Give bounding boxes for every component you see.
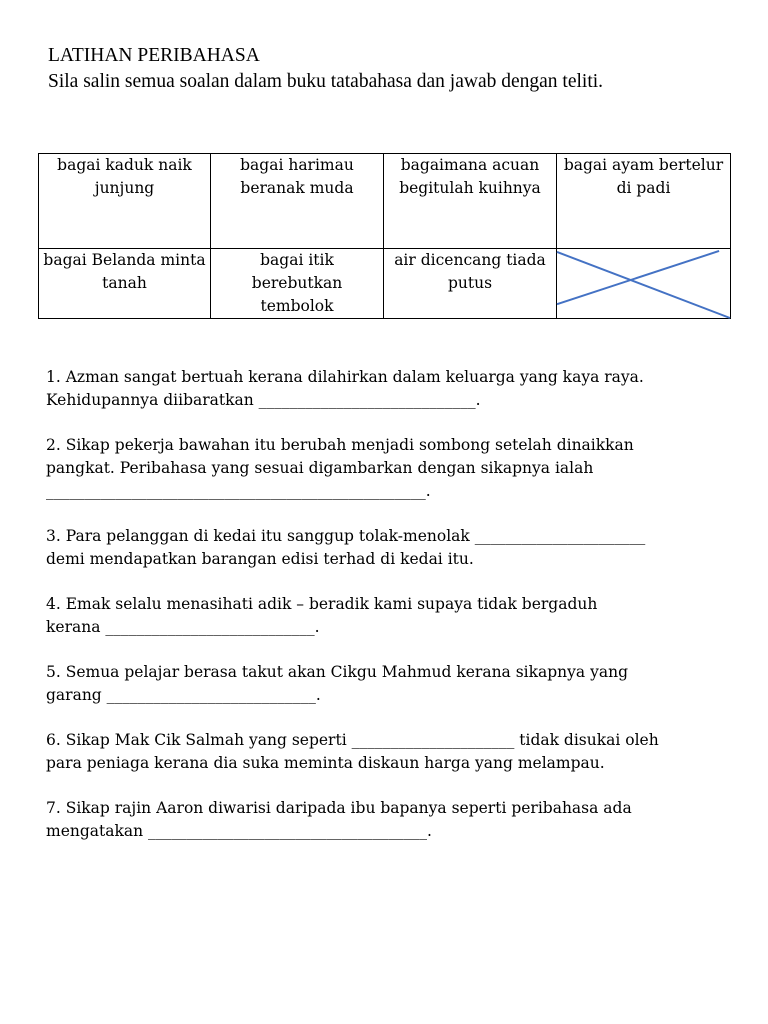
proverb-cell: bagai Belanda minta tanah xyxy=(39,249,211,319)
instruction-text: Sila salin semua soalan dalam buku tatabahasa dan jawab dengan teliti. xyxy=(48,71,604,92)
question-line: mengatakan ____________________________________. xyxy=(46,822,432,840)
table-row xyxy=(39,249,731,319)
question-line: 7. Sikap rajin Aaron diwarisi daripada ibu bapanya seperti peribahasa ada xyxy=(46,799,632,817)
question-line: 5. Semua pelajar berasa takut akan Cikgu Mahmud kerana sikapnya yang xyxy=(46,663,628,681)
question-item xyxy=(46,525,726,571)
question-line: demi mendapatkan barangan edisi terhad di kedai itu. xyxy=(46,550,474,568)
cross-mark-icon xyxy=(557,249,730,318)
table-row xyxy=(39,154,731,249)
question-list xyxy=(46,366,726,865)
question-item xyxy=(46,797,726,843)
question-line: garang ___________________________. xyxy=(46,686,321,704)
proverb-cell: bagai kaduk naik junjung xyxy=(39,154,211,249)
proverb-cell: bagai itik berebutkan tembolok xyxy=(211,249,384,319)
question-line: para peniaga kerana dia suka meminta diskaun harga yang melampau. xyxy=(46,754,605,772)
question-line: 4. Emak selalu menasihati adik – beradik kami supaya tidak bergaduh xyxy=(46,595,598,613)
proverb-table xyxy=(38,153,731,319)
question-line: _________________________________________________. xyxy=(46,482,431,500)
question-line: Kehidupannya diibaratkan ____________________________. xyxy=(46,391,481,409)
question-item xyxy=(46,661,726,707)
question-line: 2. Sikap pekerja bawahan itu berubah menjadi sombong setelah dinaikkan xyxy=(46,436,634,454)
question-line: 1. Azman sangat bertuah kerana dilahirkan dalam keluarga yang kaya raya. xyxy=(46,368,644,386)
proverb-cell: bagaimana acuan begitulah kuihnya xyxy=(384,154,557,249)
question-line: kerana ___________________________. xyxy=(46,618,320,636)
worksheet-title: LATIHAN PERIBAHASA xyxy=(48,45,260,66)
proverb-cell: bagai harimau beranak muda xyxy=(211,154,384,249)
question-line: 6. Sikap Mak Cik Salmah yang seperti _____________________ tidak disukai oleh xyxy=(46,731,659,749)
question-item xyxy=(46,434,726,503)
proverb-cell: bagai ayam bertelur di padi xyxy=(557,154,731,249)
question-item xyxy=(46,729,726,775)
question-item xyxy=(46,366,726,412)
question-line: pangkat. Peribahasa yang sesuai digambarkan dengan sikapnya ialah xyxy=(46,459,594,477)
question-item xyxy=(46,593,726,639)
question-line: 3. Para pelanggan di kedai itu sanggup tolak-menolak ______________________ xyxy=(46,527,646,545)
crossed-out-cell xyxy=(557,249,731,319)
proverb-cell: air dicencang tiada putus xyxy=(384,249,557,319)
